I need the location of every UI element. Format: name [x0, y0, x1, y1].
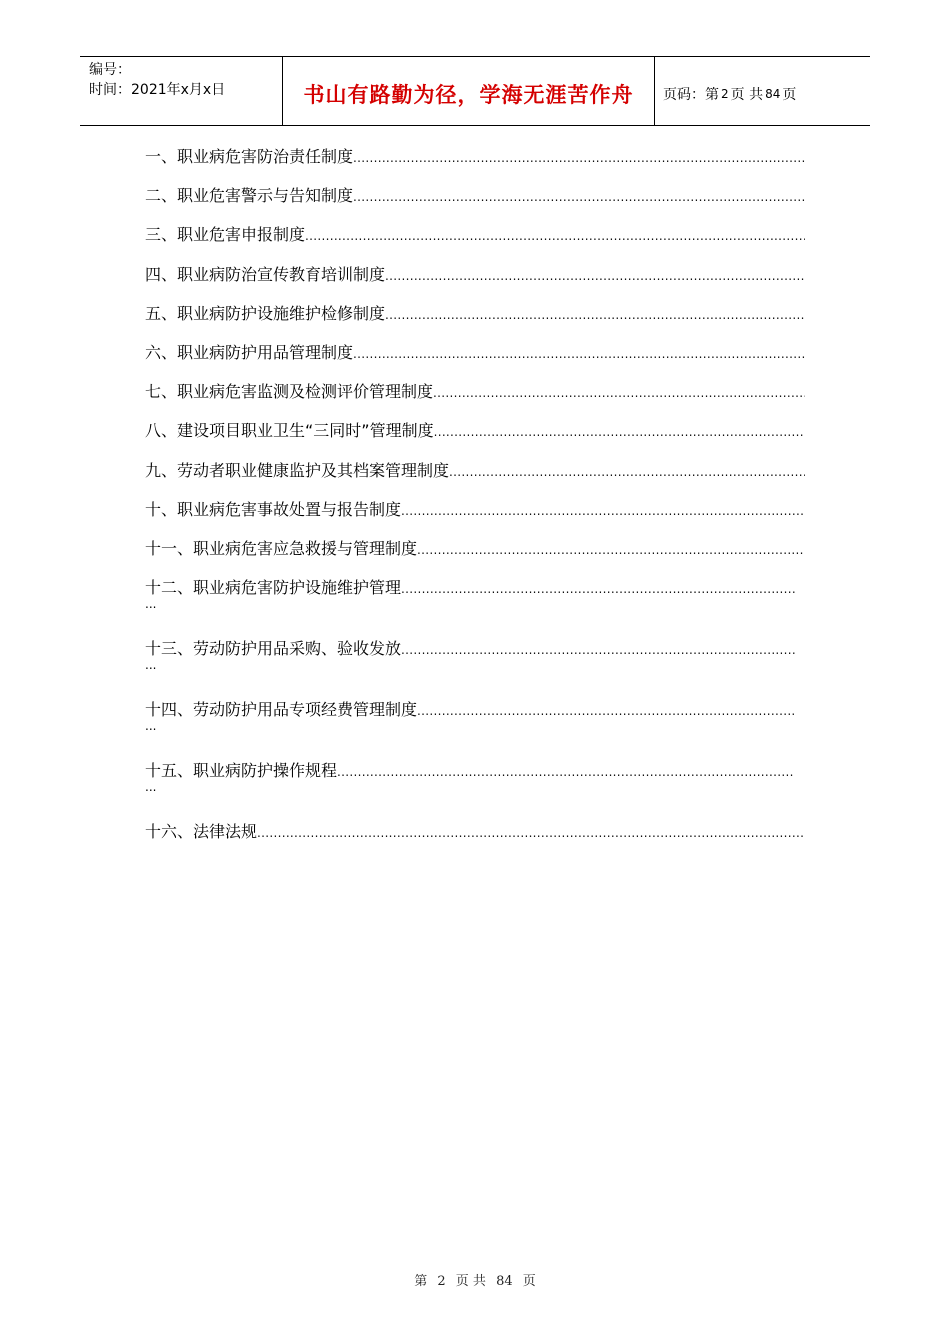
toc-leader-continuation: ... — [145, 780, 157, 795]
header-page-mid: 页 共 — [730, 87, 764, 103]
toc-entry[interactable] — [145, 499, 805, 522]
toc-leader-dots — [401, 578, 795, 600]
toc-leader-dots — [401, 500, 805, 522]
toc-entry-title: 八、建设项目职业卫生“三同时”管理制度 — [145, 421, 434, 441]
toc-entry[interactable] — [145, 420, 805, 443]
footer-suffix: 页 — [522, 1274, 536, 1289]
toc-entry[interactable] — [145, 699, 795, 722]
toc-leader-dots — [449, 461, 805, 483]
toc-entry-title: 四、职业病防治宣传教育培训制度 — [145, 264, 386, 284]
header-motto: 书山有路勤为径，学海无涯苦作舟 — [282, 57, 655, 125]
toc-entry-title: 十、职业病危害事故处置与报告制度 — [145, 499, 402, 519]
toc-entry-title: 九、劳动者职业健康监护及其档案管理制度 — [145, 460, 450, 480]
toc-leader-continuation: ... — [145, 597, 157, 612]
toc-leader-dots — [305, 225, 805, 247]
toc-entry-title: 十一、职业病危害应急救援与管理制度 — [145, 539, 418, 558]
footer-total-pages: 84 — [496, 1274, 513, 1289]
toc-entry[interactable] — [145, 381, 805, 404]
toc-entry[interactable] — [145, 460, 805, 483]
footer-current-page: 2 — [437, 1274, 446, 1289]
header-page-label: 页码：第 — [663, 87, 719, 103]
toc-entry-title: 五、职业病防护设施维护检修制度 — [145, 303, 386, 323]
header-page-total: 84 — [765, 87, 781, 101]
toc-leader-dots — [353, 186, 805, 208]
toc-entry[interactable] — [145, 342, 805, 365]
toc-entry-title: 二、职业危害警示与告知制度 — [145, 186, 354, 206]
toc-entry[interactable] — [145, 146, 805, 169]
toc-leader-dots — [353, 147, 805, 169]
toc-leader-dots — [337, 761, 795, 783]
header-page-current: 2 — [721, 87, 729, 101]
header-page-end: 页 — [782, 87, 797, 103]
toc-entry-title: 七、职业病危害监测及检测评价管理制度 — [145, 382, 434, 402]
toc-entry[interactable] — [145, 224, 805, 247]
toc-entry[interactable] — [145, 577, 795, 600]
toc-entry-title: 六、职业病防护用品管理制度 — [145, 343, 354, 362]
toc-leader-dots — [257, 822, 805, 844]
toc-entry[interactable] — [145, 821, 805, 844]
footer-mid: 页 共 — [455, 1274, 486, 1289]
toc-entry-title: 十三、劳动防护用品采购、验收发放 — [145, 639, 402, 659]
toc-entry[interactable] — [145, 638, 795, 661]
document-time-label: 时间：2021年x月x日 — [89, 82, 226, 98]
toc-entry-title: 十四、劳动防护用品专项经费管理制度 — [145, 700, 418, 720]
toc-entry-title: 一、职业病危害防治责任制度 — [145, 147, 354, 166]
toc-entry-title: 十六、法律法规 — [145, 822, 258, 842]
toc-leader-dots — [434, 421, 805, 443]
page-header — [80, 56, 870, 126]
toc-leader-dots — [417, 539, 805, 561]
toc-entry[interactable] — [145, 760, 795, 783]
toc-entry-title: 十五、职业病防护操作规程 — [145, 761, 338, 781]
toc-leader-dots — [417, 700, 795, 722]
toc-entry[interactable] — [145, 185, 805, 208]
toc-entry[interactable] — [145, 264, 805, 287]
toc-leader-dots — [385, 265, 805, 287]
toc-leader-dots — [433, 382, 805, 404]
toc-entry[interactable] — [145, 538, 805, 561]
page-footer — [0, 1270, 950, 1289]
toc-leader-dots — [401, 639, 795, 661]
toc-leader-dots — [353, 343, 805, 365]
toc-entry[interactable] — [145, 303, 805, 326]
toc-leader-continuation: ... — [145, 658, 157, 673]
toc-leader-continuation: ... — [145, 719, 157, 734]
footer-prefix: 第 — [414, 1274, 428, 1289]
header-page-info — [655, 57, 870, 125]
toc-entry-title: 三、职业危害申报制度 — [145, 225, 306, 245]
toc-leader-dots — [385, 304, 805, 326]
document-number-label: 编号： — [89, 62, 131, 78]
toc-entry-title: 十二、职业病危害防护设施维护管理 — [145, 578, 402, 598]
header-meta — [80, 57, 282, 125]
